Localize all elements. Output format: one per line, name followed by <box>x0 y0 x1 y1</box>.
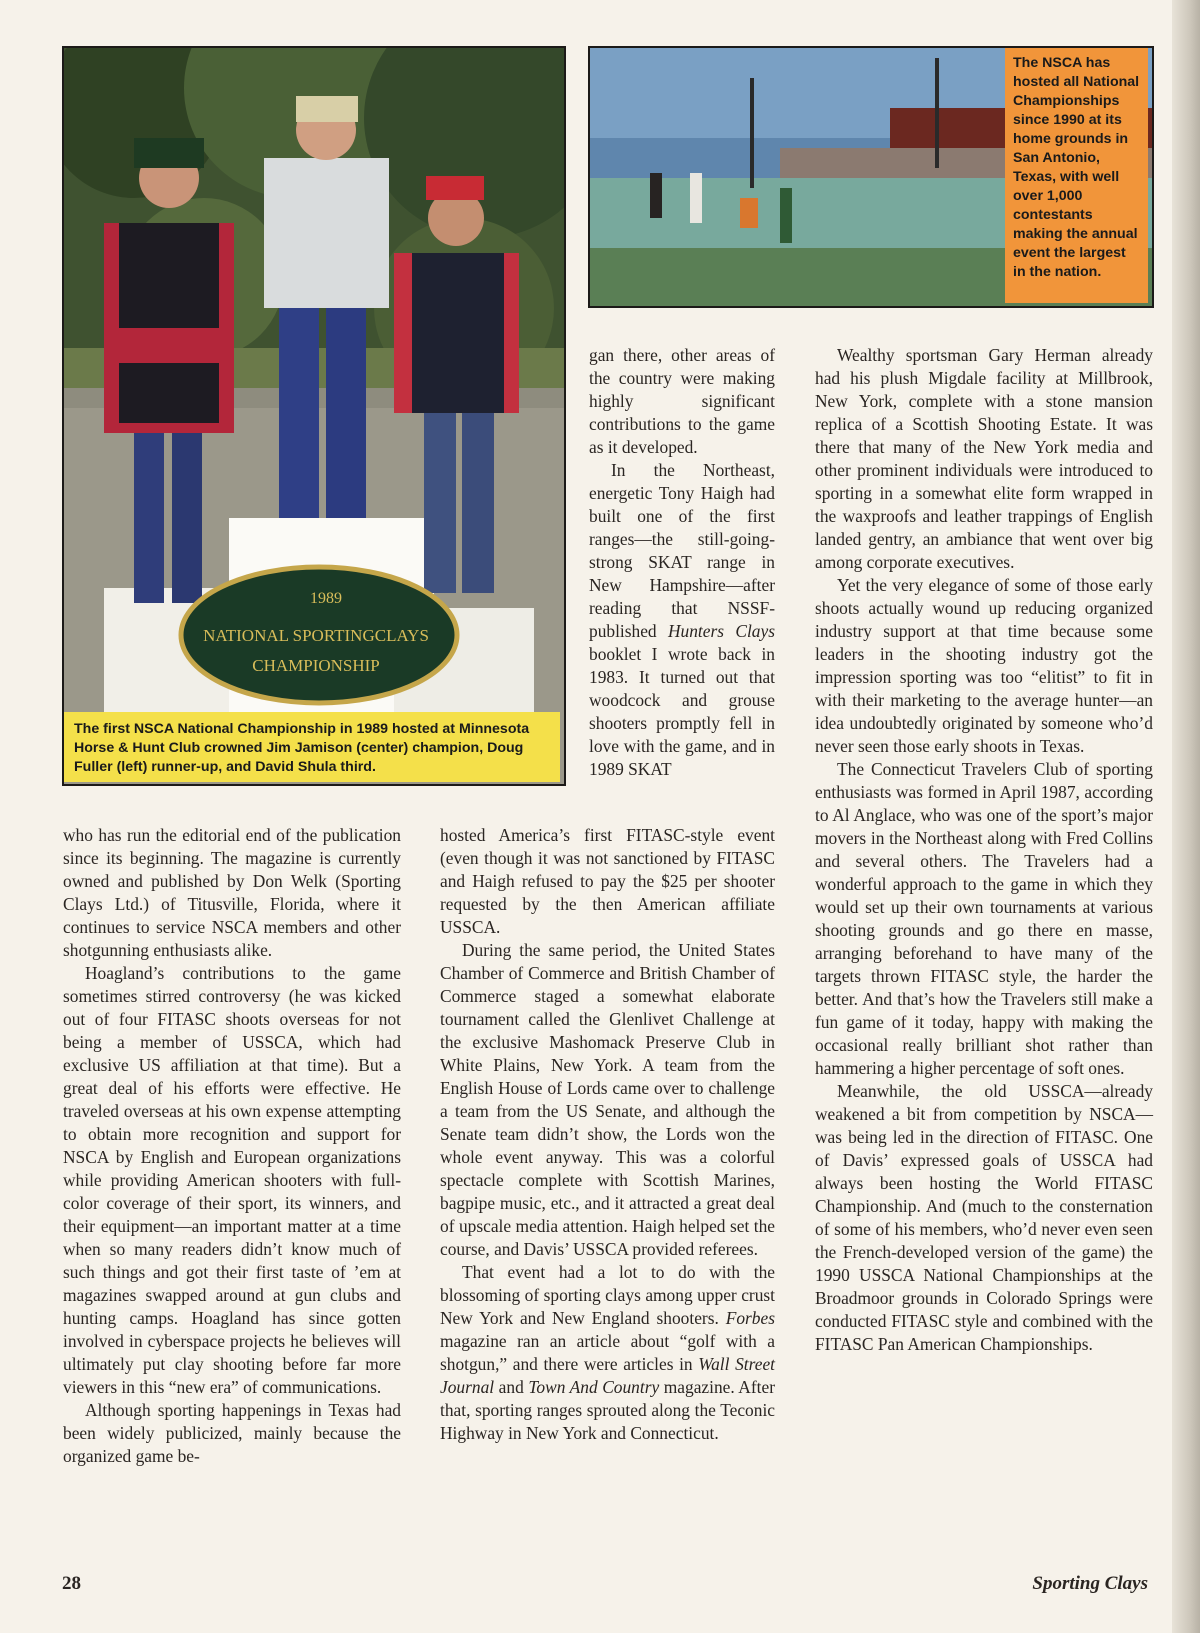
publication-name: Sporting Clays <box>1032 1573 1148 1594</box>
paragraph: That event had a lot to do with the blossoming of sporting clays among upper crust New York and New England shooters. Forbes magazine ran an article about “golf with a shotgun,” and there were articles in Wall Street Journal and Town And Country magazine. After that, sporting ranges sprouted along the Teconic Highway in New York and Connecticut. <box>440 1262 776 1443</box>
book-title: Hunters Clays <box>667 621 775 641</box>
paragraph: gan there, other areas of the country were making highly significant contributions to the game as it developed. <box>589 345 775 457</box>
magazine-title: Forbes <box>725 1308 775 1328</box>
article-column-2-upper <box>589 344 775 781</box>
paragraph: Meanwhile, the old USSCA—already weakened a bit from competition by NSCA—was being led in the direction of FITASC. One of Davis’ expressed goals of USSCA had always been hosting the World FITASC Championship. And (much to the consternation of some of his members, who’d never even seen the French-developed version of the game) the 1990 USSCA National Championships at the Broadmoor grounds in Colorado Springs were conducted FITASC style and combined with the FITASC Pan American Championships. <box>815 1081 1153 1354</box>
page-number: 28 <box>62 1573 81 1594</box>
plaque-line-1: NATIONAL SPORTINGCLAYS <box>203 626 429 645</box>
podium-photo-caption: The first NSCA National Championship in 1989 hosted at Minnesota Horse & Hunt Club crowned Jim Jamison (center) champion, Doug Fuller (left) runner-up, and David Shula third. <box>64 712 560 782</box>
podium-photo <box>62 46 566 786</box>
paragraph: Wealthy sportsman Gary Herman already had his plush Migdale facility at Millbrook, New York, complete with a stone mansion replica of a Scottish Shooting Estate. It was there that many of the New York media and other prominent individuals were introduced to sporting in a somewhat elite form wrapped in the waxproofs and leather trappings of English landed gentry, an ambiance that went over big among corporate executives. <box>815 345 1153 572</box>
paragraph: During the same period, the United States Chamber of Commerce and British Chamber of Commerce staged a somewhat elaborate tournament called the Glenlivet Challenge at the exclusive Mashomack Preserve Club in White Plains, New York. A team from the English House of Lords came over to challenge a team from the US Senate, and although the Senate team didn’t show, the Lords won the whole event anyway. This was a colorful spectacle complete with Scottish Marines, bagpipe music, etc., and it attracted a great deal of upscale media attention. Haigh helped set the course, and Davis’ USSCA provided referees. <box>440 940 775 1259</box>
magazine-title: Wall Street Journal <box>440 1354 775 1397</box>
page-edge-shadow <box>1172 0 1200 1633</box>
article-column-2-lower <box>440 824 775 1445</box>
magazine-title: Town And Country <box>528 1377 660 1397</box>
paragraph: hosted America’s first FITASC-style event (even though it was not sanctioned by FITASC and Haigh refused to pay the $25 per shooter requested by the then American affiliate USSCA. <box>440 825 775 937</box>
paragraph: In the Northeast, energetic Tony Haigh had built one of the first ranges—the still-going-strong SKAT range in New Hampshire—after reading that NSSF-published Hunters Clays booklet I wrote back in 1983. It turned out that woodcock and grouse shooters promptly fell in love with the game, and in 1989 SKAT <box>589 460 775 779</box>
paragraph: Hoagland’s contributions to the game sometimes stirred controversy (he was kicked out of four FITASC shoots overseas for not being a member of USSCA, which had exclusive US affiliation at that time). But a great deal of his efforts were effective. He traveled overseas at his own expense attempting to obtain more recognition and support for NSCA by English and European organizations while providing American shooters with full-color coverage of their sport, its winners, and their equipment—an important matter at a time when so many readers didn’t know much of such things and got their first taste of ’em at magazines swapped around at gun clubs and hunting camps. Hoagland has since gotten involved in cyberspace projects he believes will ultimately put clay shooting before far more viewers in this “new era” of communications. <box>63 963 401 1397</box>
range-photo-caption: The NSCA has hosted all National Championships since 1990 at its home grounds in San Antonio, Texas, with well over 1,000 contestants making the annual event the largest in the nation. <box>1005 48 1148 303</box>
paragraph: Yet the very elegance of some of those early shoots actually wound up reducing organized industry support at that time because some leaders in the shooting industry got the impression sporting was too “elitist” to fit in with their marketing to the average hunter—an idea undoubtedly originated by someone who’d never seen those early shoots in Texas. <box>815 575 1153 756</box>
plaque-line-2: CHAMPIONSHIP <box>252 656 380 675</box>
paragraph: The Connecticut Travelers Club of sporting enthusiasts was formed in April 1987, according to Al Anglace, who was one of the sport’s major movers in the Northeast along with Fred Collins and several others. The Travelers had a wonderful approach to the game in which they would set up their own tournaments at various shooting grounds and go there en masse, arranging beforehand to have many of the targets thrown FITASC style, the harder the better. And that’s how the Travelers still make a fun game of it today, happy with making the occasional really brilliant shot rather than hammering a higher percentage of soft ones. <box>815 759 1153 1078</box>
article-column-1 <box>63 824 401 1468</box>
paragraph: who has run the editorial end of the publication since its beginning. The magazine is currently owned and published by Don Welk (Sporting Clays Ltd.) of Titusville, Florida, where it continues to service NSCA members and other shotgunning enthusiasts alike. <box>63 825 401 960</box>
plaque-year: 1989 <box>310 590 342 607</box>
article-column-3 <box>815 344 1153 1356</box>
paragraph: Although sporting happenings in Texas had been widely publicized, mainly because the organized game be- <box>63 1400 401 1466</box>
